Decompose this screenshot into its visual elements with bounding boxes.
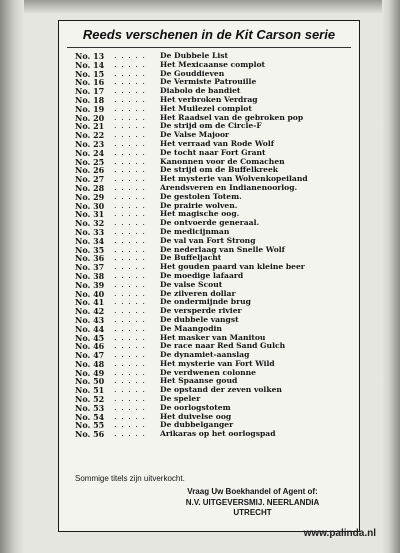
issue-number: No. 47 (75, 350, 105, 361)
issue-number: No. 28 (75, 182, 105, 193)
issue-number: No. 51 (75, 385, 105, 396)
issue-title: Het Mexicaanse complot (160, 59, 266, 69)
watermark: www.palinda.nl (303, 528, 376, 539)
issue-title: Het verraad van Rode Wolf (160, 138, 274, 148)
issue-title: De dubbelganger (160, 420, 234, 430)
leader-dots: . . . . . (114, 77, 146, 87)
leader-dots: . . . . . (114, 314, 146, 324)
issue-number: No. 39 (75, 279, 105, 290)
issue-number: No. 19 (75, 103, 105, 114)
leader-dots: . . . . . (114, 323, 146, 333)
issue-title: De race naar Red Sand Gulch (160, 341, 286, 351)
leader-dots: . . . . . (114, 411, 146, 421)
issue-title: De verdwenen colonne (160, 367, 257, 377)
issue-number: No. 35 (75, 244, 105, 255)
issue-number: No. 48 (75, 358, 105, 369)
issue-title: De zilveren dollar (160, 288, 236, 298)
leader-dots: . . . . . (114, 200, 146, 210)
issue-title: Het mysterie van Wolvenkopeiland (160, 174, 308, 184)
leader-dots: . . . . . (114, 288, 146, 298)
issue-title: Het Spaanse goud (160, 376, 238, 386)
issue-number: No. 17 (75, 86, 105, 97)
issue-number: No. 38 (75, 270, 105, 281)
leader-dots: . . . . . (114, 350, 146, 360)
issue-title: De speler (160, 394, 201, 404)
issue-number: No. 13 (75, 51, 105, 61)
issue-title: De versperde rivier (160, 306, 242, 316)
leader-dots: . . . . . (114, 394, 146, 404)
issue-title: Het mysterie van Fort Wild (160, 358, 275, 368)
issue-number: No. 50 (75, 376, 105, 387)
issue-title: De ontvoerde generaal. (160, 218, 260, 228)
issue-title: De Valse Majoor (160, 130, 230, 140)
issue-number: No. 45 (75, 332, 105, 343)
publisher-line-1: Vraag Uw Boekhandel of Agent of: (187, 487, 318, 496)
issue-title: De val van Fort Strong (160, 235, 256, 245)
issue-title: De tocht naar Fort Grant (160, 147, 266, 157)
issue-title: De prairie wolven. (160, 200, 238, 210)
issue-title: De oorlogstotem (160, 402, 231, 412)
leader-dots: . . . . . (114, 94, 146, 104)
issue-title: De gestolen Totem. (160, 191, 242, 201)
leader-dots: . . . . . (114, 385, 146, 395)
leader-dots: . . . . . (114, 341, 146, 351)
issue-number: No. 14 (75, 59, 105, 70)
leader-dots: . . . . . (114, 86, 146, 96)
leader-dots: . . . . . (114, 147, 146, 157)
issue-number: No. 33 (75, 226, 105, 237)
titles-list (75, 52, 355, 439)
issue-number: No. 21 (75, 121, 105, 132)
issue-title: De valse Scout (160, 279, 223, 289)
issue-number: No. 27 (75, 174, 105, 185)
sold-out-note: Sommige titels zijn uitverkocht. (75, 474, 185, 483)
leader-dots: . . . . . (114, 51, 146, 60)
issue-title: De Vermiste Patrouille (160, 77, 257, 87)
issue-number: No. 34 (75, 235, 105, 246)
leader-dots: . . . . . (114, 103, 146, 113)
issue-title: Arendsveren en Indianenoorlog. (160, 182, 298, 192)
issue-number: No. 41 (75, 297, 105, 308)
issue-title: De dynamiet-aanslag (160, 350, 250, 360)
issue-number: No. 30 (75, 200, 105, 211)
list-item (75, 430, 355, 439)
issue-title: De moedige lafaard (160, 270, 244, 280)
issue-title: De Dubbele List (160, 51, 228, 60)
issue-title: Het Raadsel van de gebroken pop (160, 112, 304, 122)
leader-dots: . . . . . (114, 59, 146, 69)
series-title: Reeds verschenen in de Kit Carson serie (82, 27, 336, 42)
issue-title: De strijd om de Buffelkreek (160, 165, 279, 175)
issue-title: De ondermijnde brug (160, 297, 251, 307)
leader-dots: . . . . . (114, 138, 146, 148)
issue-number: No. 25 (75, 156, 105, 167)
leader-dots: . . . . . (114, 270, 146, 280)
leader-dots: . . . . . (114, 156, 146, 166)
issue-number: No. 16 (75, 77, 105, 88)
issue-title: De strijd om de Circle-F (160, 121, 262, 131)
issue-number: No. 54 (75, 411, 105, 422)
leader-dots: . . . . . (114, 112, 146, 122)
issue-number: No. 15 (75, 68, 105, 79)
issue-number: No. 22 (75, 130, 105, 141)
issue-number: No. 53 (75, 402, 105, 413)
issue-title: De dubbele vangst (160, 314, 239, 324)
issue-title: De Maangodin (160, 323, 222, 333)
leader-dots: . . . . . (114, 174, 146, 184)
issue-number: No. 49 (75, 367, 105, 378)
leader-dots: . . . . . (114, 253, 146, 263)
leader-dots: . . . . . (114, 262, 146, 272)
issue-title: Het verbroken Verdrag (160, 94, 258, 104)
publisher-name: N.V. UITGEVERSMIJ. NEERLANDIA (185, 498, 320, 507)
issue-number: No. 55 (75, 420, 105, 431)
issue-title: Arikaras op het oorlogspad (160, 429, 276, 439)
leader-dots: . . . . . (114, 297, 146, 307)
leader-dots: . . . . . (114, 244, 146, 254)
leader-dots: . . . . . (114, 420, 146, 430)
issue-number: No. 52 (75, 394, 105, 405)
leader-dots: . . . . . (114, 367, 146, 377)
issue-title: Het magische oog. (160, 209, 240, 219)
issue-title: De medicijnman (160, 226, 230, 236)
leader-dots: . . . . . (114, 376, 146, 386)
leader-dots: . . . . . (114, 182, 146, 192)
issue-number: No. 26 (75, 165, 105, 176)
issue-title: Het duivelse oog (160, 411, 232, 421)
leader-dots: . . . . . (114, 218, 146, 228)
issue-title: De Gouddieven (160, 68, 225, 78)
issue-title: Diabolo de bandiet (160, 86, 241, 96)
issue-title: Het Muilezel complot (160, 103, 252, 113)
issue-number: No. 24 (75, 147, 105, 158)
leader-dots: . . . . . (114, 402, 146, 412)
issue-number: No. 42 (75, 306, 105, 317)
issue-title: Kanonnen voor de Comachen (160, 156, 285, 166)
issue-title: De Buffeljacht (160, 253, 222, 263)
leader-dots: . . . . . (114, 121, 146, 131)
issue-number: No. 37 (75, 262, 105, 273)
issue-title: De opstand der zeven volken (160, 385, 282, 395)
issue-number: No. 29 (75, 191, 105, 202)
issue-title: Het masker van Manitou (160, 332, 266, 342)
issue-number: No. 36 (75, 253, 105, 264)
issue-number: No. 43 (75, 314, 105, 325)
issue-number: No. 56 (75, 429, 105, 440)
leader-dots: . . . . . (114, 235, 146, 245)
leader-dots: . . . . . (114, 279, 146, 289)
page-edge-right (382, 0, 400, 553)
issue-number: No. 23 (75, 138, 105, 149)
leader-dots: . . . . . (114, 209, 146, 219)
leader-dots: . . . . . (114, 332, 146, 342)
issue-number: No. 18 (75, 94, 105, 105)
publisher-city: UTRECHT (233, 508, 272, 517)
issue-number: No. 40 (75, 288, 105, 299)
issue-number: No. 32 (75, 218, 105, 229)
issue-title: Het gouden paard van kleine beer (160, 262, 305, 272)
issue-number: No. 46 (75, 341, 105, 352)
page-edge-left (0, 0, 24, 553)
leader-dots: . . . . . (114, 130, 146, 140)
leader-dots: . . . . . (114, 165, 146, 175)
leader-dots: . . . . . (114, 191, 146, 201)
issue-number: No. 20 (75, 112, 105, 123)
issue-number: No. 44 (75, 323, 105, 334)
leader-dots: . . . . . (114, 429, 146, 439)
leader-dots: . . . . . (114, 226, 146, 236)
issue-title: De nederlaag van Snelle Wolf (160, 244, 285, 254)
leader-dots: . . . . . (114, 306, 146, 316)
page-edge-top (0, 0, 400, 14)
leader-dots: . . . . . (114, 358, 146, 368)
title-list-sheet (58, 20, 360, 532)
issue-number: No. 31 (75, 209, 105, 220)
title-rule (67, 47, 351, 48)
leader-dots: . . . . . (114, 68, 146, 78)
